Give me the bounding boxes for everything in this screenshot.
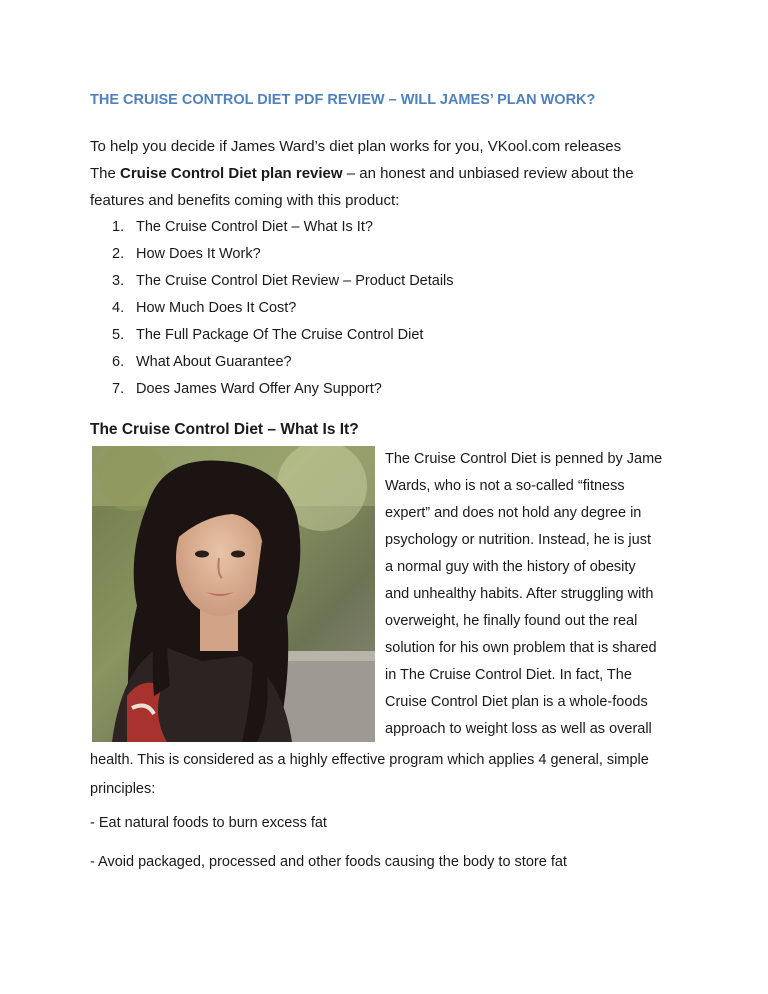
toc-item — [112, 297, 454, 324]
section-heading: The Cruise Control Diet – What Is It? — [90, 421, 359, 438]
side-text-line: The Cruise Control Diet is penned by Jame — [385, 451, 663, 467]
side-text-line: a normal guy with the history of obesity — [385, 559, 636, 575]
toc-item — [112, 243, 454, 270]
side-text-line: Cruise Control Diet plan is a whole-foods — [385, 694, 648, 710]
toc-label: How Much Does It Cost? — [136, 300, 297, 316]
toc-label: The Full Package Of The Cruise Control Diet — [136, 327, 424, 343]
side-text-line: expert” and does not hold any degree in — [385, 505, 642, 521]
principle-item: - Avoid packaged, processed and other foods causing the body to store fat — [90, 854, 567, 870]
table-of-contents — [112, 216, 454, 405]
section-continued-text — [90, 746, 690, 804]
intro-line-1: To help you decide if James Ward’s diet plan works for you, VKool.com releases — [90, 138, 622, 155]
side-text-line: in The Cruise Control Diet. In fact, The — [385, 667, 632, 683]
intro-line-2-suffix: – an honest and unbiased review about the — [342, 165, 634, 182]
side-text-line: Wards, who is not a so-called “fitness — [385, 478, 625, 494]
toc-number: 7. — [112, 381, 125, 397]
toc-item — [112, 270, 454, 297]
intro-line-3: features and benefits coming with this product: — [90, 192, 400, 209]
page-title: THE CRUISE CONTROL DIET PDF REVIEW – WILL JAMES’ PLAN WORK? — [90, 92, 596, 108]
toc-label: Does James Ward Offer Any Support? — [136, 381, 382, 397]
side-text-line: psychology or nutrition. Instead, he is just — [385, 532, 651, 548]
side-text-line: approach to weight loss as well as overall — [385, 721, 652, 737]
toc-item — [112, 216, 454, 243]
toc-number: 5. — [112, 327, 125, 343]
section-side-text — [385, 446, 685, 743]
toc-label: The Cruise Control Diet – What Is It? — [136, 219, 373, 235]
toc-label: How Does It Work? — [136, 246, 261, 262]
toc-number: 4. — [112, 300, 125, 316]
toc-number: 1. — [112, 219, 125, 235]
intro-paragraph — [90, 133, 690, 214]
portrait-photo — [92, 446, 375, 742]
toc-number: 2. — [112, 246, 125, 262]
toc-number: 3. — [112, 273, 125, 289]
toc-label: What About Guarantee? — [136, 354, 292, 370]
principle-item: - Eat natural foods to burn excess fat — [90, 815, 327, 831]
intro-line-2 — [90, 160, 690, 187]
intro-line-2-prefix: The — [90, 165, 121, 182]
cont-text-line: principles: — [90, 781, 156, 797]
cont-text-line: health. This is considered as a highly effective program which applies 4 general, simple — [90, 752, 649, 768]
side-text-line: solution for his own problem that is shared — [385, 640, 657, 656]
toc-item — [112, 378, 454, 405]
side-text-line: and unhealthy habits. After struggling with — [385, 586, 654, 602]
toc-number: 6. — [112, 354, 125, 370]
toc-item — [112, 324, 454, 351]
toc-label: The Cruise Control Diet Review – Product Details — [136, 273, 454, 289]
side-text-line: overweight, he finally found out the real — [385, 613, 638, 629]
toc-item — [112, 351, 454, 378]
review-link-text: Cruise Control Diet plan review — [120, 165, 343, 182]
